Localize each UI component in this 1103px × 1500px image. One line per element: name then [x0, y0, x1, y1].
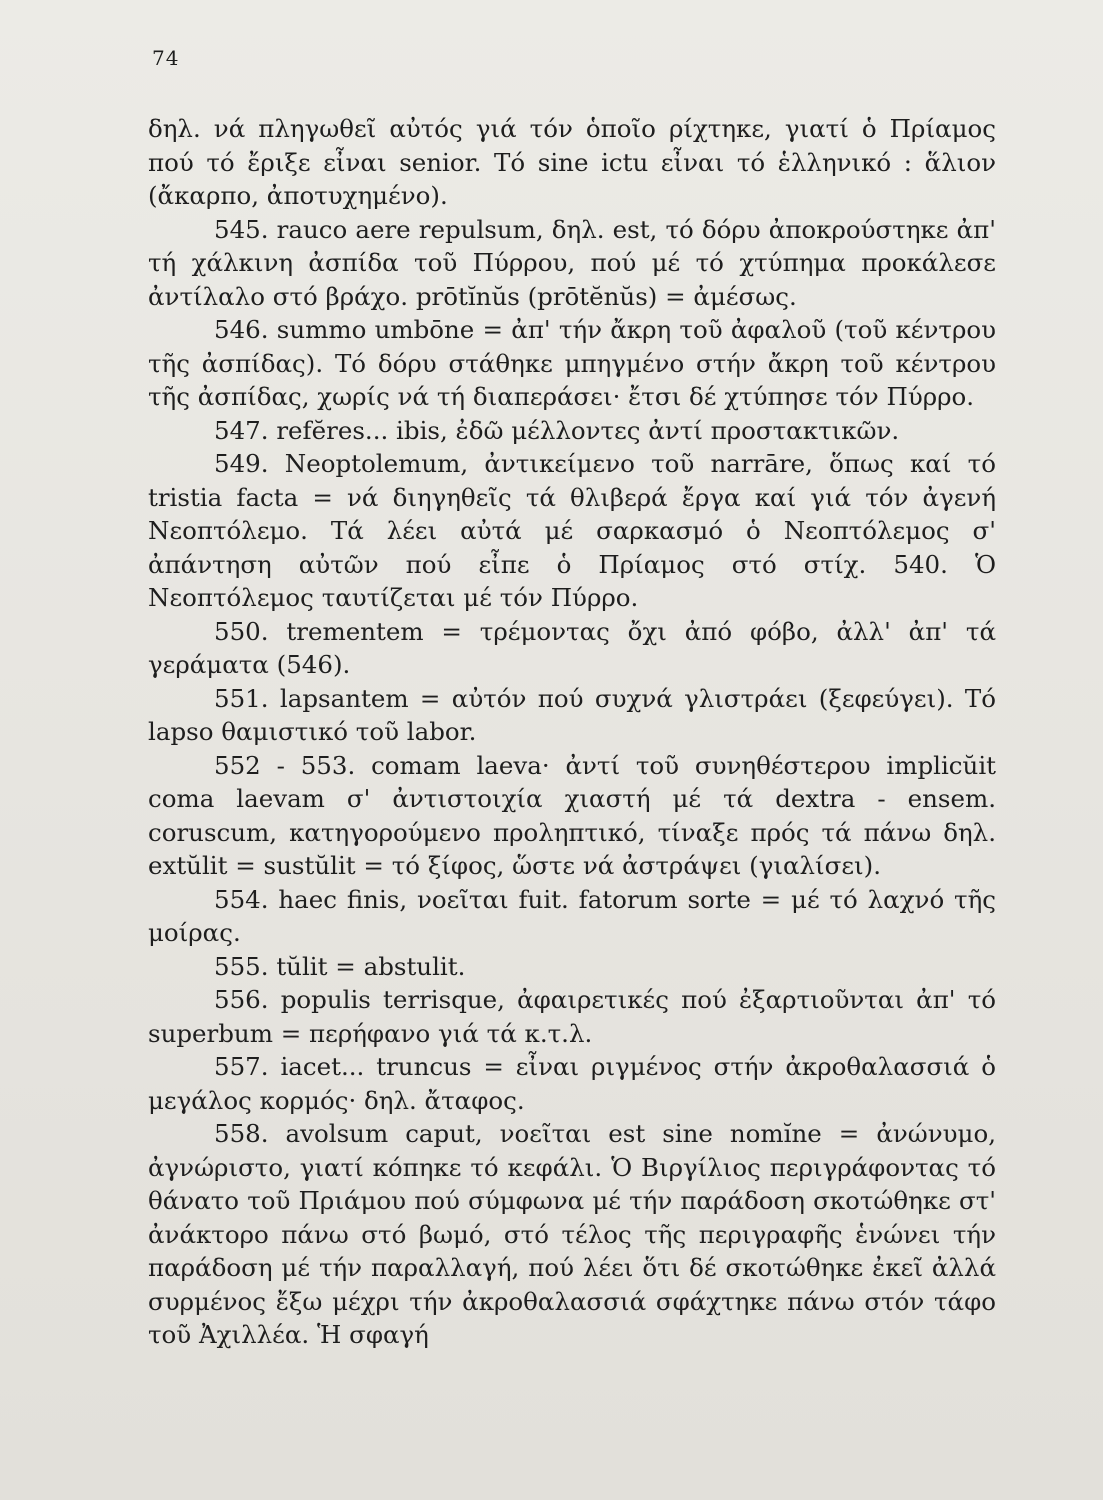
- page-number: 74: [152, 46, 180, 70]
- note-552-553: 552 - 553. comam laeva· ἀντί τοῦ συνηθέστερου implicŭit coma laevam σ' ἀντιστοιχία χιαστή μέ τά dextra - ensem. coruscum, κατηγορούμενο προληπτικό, τίναξε πρός τά πάνω δηλ. extŭlit = sustŭlit = τό ξίφος, ὥστε νά ἀστράψει (γιαλίσει).: [148, 750, 996, 880]
- note-545: 545. rauco aere repulsum, δηλ. est, τό δόρυ ἀποκρούστηκε ἀπ' τή χάλκινη ἀσπίδα τοῦ Πύρρου, πού μέ τό χτύπημα προκάλεσε ἀντίλαλο στό βράχο. prōtĭnŭs (prōtĕnŭs) = ἀμέσως.: [148, 214, 996, 311]
- paragraph-continuation: δηλ. νά πληγωθεῖ αὐτός γιά τόν ὁποῖο ρίχτηκε, γιατί ὁ Πρίαμος πού τό ἔριξε εἶναι senior. Τό sine ictu εἶναι τό ἑλληνικό : ἅλιον (ἄκαρπο, ἀποτυχημένο).: [148, 114, 996, 210]
- note-554: 554. haec finis, νοεῖται fuit. fatorum sorte = μέ τό λαχνό τῆς μοίρας.: [148, 884, 996, 947]
- note-556: 556. populis terrisque, ἀφαιρετικές πού ἐξαρτιοῦνται ἀπ' τό superbum = περήφανο γιά τά κ.τ.λ.: [148, 985, 996, 1048]
- commentary-text: [148, 112, 996, 1352]
- note-549: 549. Neoptolemum, ἀντικείμενο τοῦ narrāre, ὅπως καί τό tristia facta = νά διηγηθεῖς τά θλιβερά ἔργα καί γιά τόν ἀγενή Νεοπτόλεμο. Τά λέει αὐτά μέ σαρκασμό ὁ Νεοπτόλεμος σ' ἀπάντηση αὐτῶν πού εἶπε ὁ Πρίαμος στό στίχ. 540. Ὁ Νεοπτόλεμος ταυτίζεται μέ τόν Πύρρο.: [148, 449, 996, 612]
- note-550: 550. trementem = τρέμοντας ὄχι ἀπό φόβο, ἀλλ' ἀπ' τά γεράματα (546).: [148, 616, 996, 679]
- note-557: 557. iacet... truncus = εἶναι ριγμένος στήν ἀκροθαλασσιά ὁ μεγάλος κορμός· δηλ. ἄταφος.: [148, 1052, 996, 1115]
- note-546: 546. summo umbōne = ἀπ' τήν ἄκρη τοῦ ἀφαλοῦ (τοῦ κέντρου τῆς ἀσπίδας). Τό δόρυ στάθηκε μπηγμένο στήν ἄκρη τοῦ κέντρου τῆς ἀσπίδας, χωρίς νά τή διαπεράσει· ἔτσι δέ χτύπησε τόν Πύρρο.: [148, 315, 996, 411]
- note-547: 547. refĕres... ibis, ἐδῶ μέλλοντες ἀντί προστακτικῶν.: [214, 415, 900, 445]
- note-551: 551. lapsantem = αὐτόν πού συχνά γλιστράει (ξεφεύγει). Τό lapso θαμιστικό τοῦ labor.: [148, 683, 996, 746]
- note-555: 555. tŭlit = abstulit.: [214, 951, 466, 981]
- note-558: 558. avolsum caput, νοεῖται est sine nomĭne = ἀνώνυμο, ἀγνώριστο, γιατί κόπηκε τό κεφάλι. Ὁ Βιργίλιος περιγράφοντας τό θάνατο τοῦ Πριάμου πού σύμφωνα μέ τήν παράδοση σκοτώθηκε στ' ἀνάκτορο πάνω στό βωμό, στό τέλος τῆς περιγραφῆς ἑνώνει τήν παράδοση μέ τήν παραλλαγή, πού λέει ὅτι δέ σκοτώθηκε ἐκεῖ ἀλλά συρμένος ἔξω μέχρι τήν ἀκροθαλασσιά σφάχτηκε πάνω στόν τάφο τοῦ Ἀχιλλέα. Ἡ σφαγή: [148, 1119, 996, 1349]
